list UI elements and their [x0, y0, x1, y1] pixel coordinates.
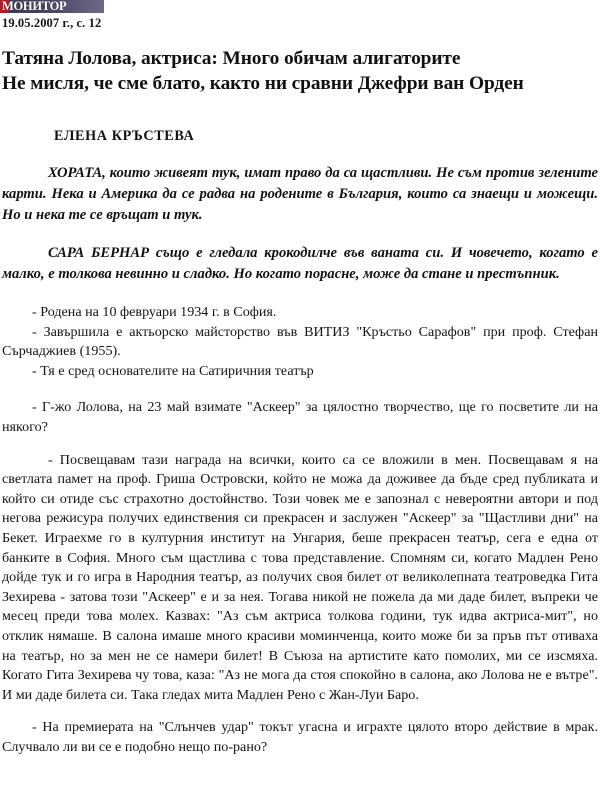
list-item: - Тя е сред основателите на Сатиричния театър [32, 362, 314, 379]
headline-line-1: Татяна Лолова, актриса: Много обичам алигаторите [2, 48, 461, 69]
article-body [2, 128, 598, 770]
lead-paragraph: САРА БЕРНАР също е гледала крокодилче във ваната си. И човечето, когато е малко, е толкова невинно и сладко. Но когато порасне, може да стане и престъпник. [2, 244, 598, 282]
interview-question: - На премиерата на "Слънчев удар" токът угасна и играхте цялото второ действие в мрак. Случвало ли ви се е подобно нещо по-рано? [2, 719, 598, 755]
list-item: - Завършила е актьорско майсторство във ВИТИЗ "Кръстьо Сарафов" при проф. Стефан Сърчаджиев (1955). [2, 323, 598, 360]
biography-facts-list [2, 303, 598, 381]
masthead-wordmark: МОНИТОР [2, 0, 67, 13]
interview-answer: - Посвещавам тази награда на всички, които са се вложили в мен. Посвещавам я на светлата памет на проф. Гриша Островски, който не можа да доживее да бъде сред публиката и който си отиде със страхотно достойнство. Този човек ме е запознал с невероятни автори и под негова режисура получих единствения си прекрасен и заслужен "Аскеер" за "Щастливи дни" на Бекет. Играехме го в културния институт на Унгария, беше прекрасен театър, сега е една от банките в София. Много съм щастлива с това представление. Спомням си, когато Мадлен Рено дойде тук и го игра в Народния театър, аз получих своя билет от великолепната театроведка Гита Зехирева - затова този "Аскеер" е и за нея. Тогава никой не пожела да ми даде билет, въпреки че месец преди това молех. Казвах: "Аз съм актриса толкова години, тук идва актриса-мит", но отклик нямаше. В салона имаше много красиви моминченца, които може би за пръв път отиваха на театър, но за мен не се намери билет! В Съюза на артистите като помолих, ми се изсмяха. Когато Гита Зехирева чу това, каза: "Аз не мога да стоя спокойно в салона, ако Лолова не е вътре". И ми даде билета си. Така гледах мита Мадлен Рено с Жан-Луи Баро. [2, 451, 598, 703]
headline [2, 46, 598, 96]
list-item: - Родена на 10 февруари 1934 г. в София. [32, 304, 277, 321]
lead-paragraph: ХОРАТА, които живеят тук, имат право да са щастливи. Не съм против зелените карти. Нека и Америка да се радва на родените в България, които са знаещи и можещи. Но и нека те се връщат и тук. [2, 165, 598, 224]
byline-author: ЕЛЕНА КРЪСТЕВА [54, 128, 195, 144]
dateline: 19.05.2007 г., с. 12 [2, 16, 102, 30]
interview-question: - Г-жо Лолова, на 23 май взимате "Аскеер" за цялостно творчество, ще го посветите ли на някого? [2, 399, 598, 435]
monitor-masthead-logo [0, 0, 104, 13]
headline-line-2: Не мисля, че сме блато, както ни сравни Джефри ван Орден [2, 73, 524, 94]
interview-qa [2, 398, 598, 757]
